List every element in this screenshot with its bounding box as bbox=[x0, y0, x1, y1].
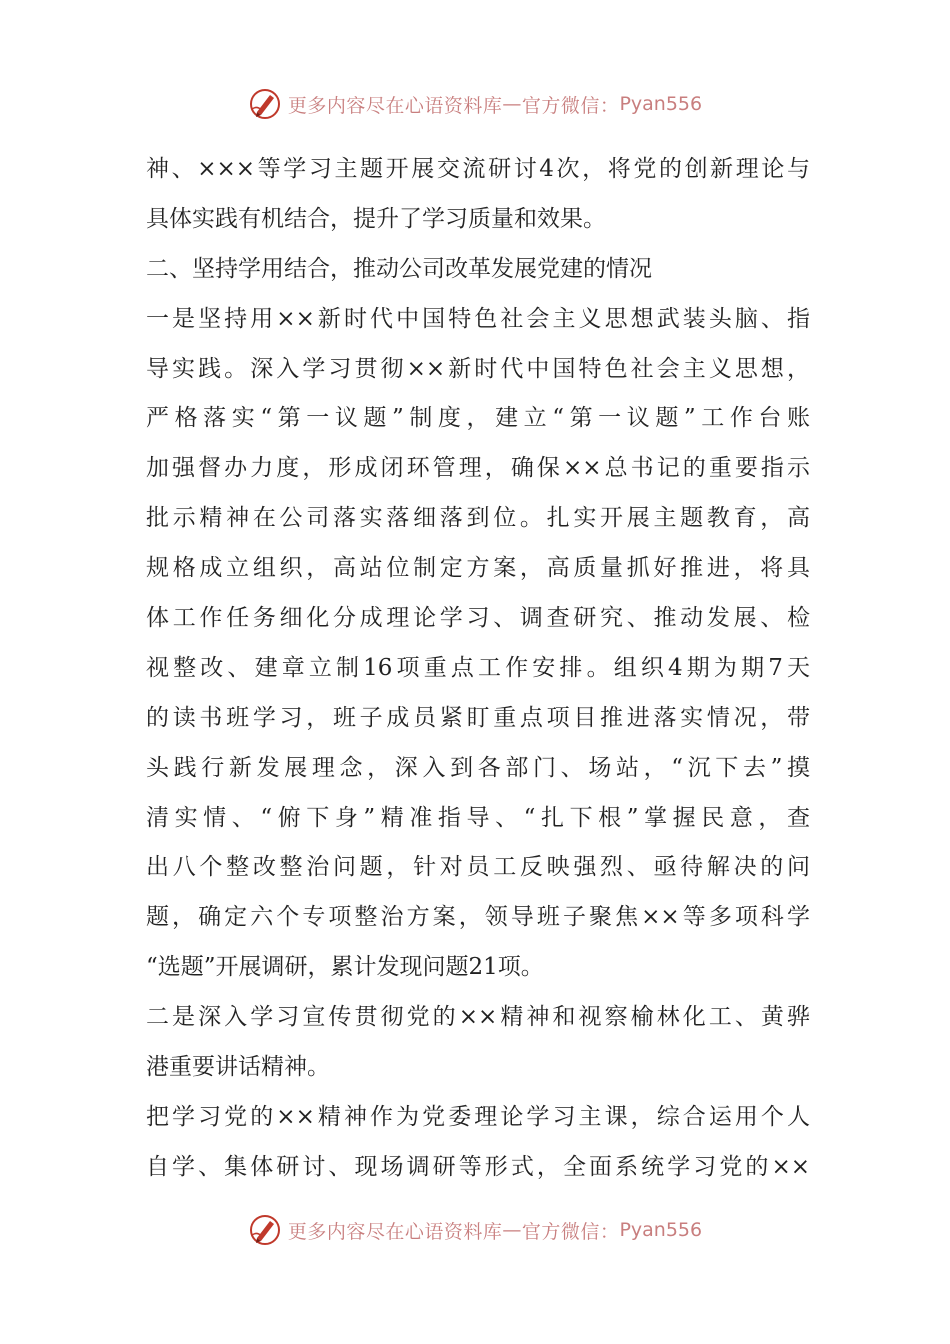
text-line: 规格成立组织，高站位制定方案，高质量抓好推进，将具 bbox=[146, 555, 810, 582]
text-line: 视整改、建章立制16项重点工作安排。组织4期为期7天 bbox=[146, 654, 810, 681]
text-line: 一是坚持用××新时代中国特色社会主义思想武装头脑、指 bbox=[146, 305, 810, 332]
header-banner bbox=[0, 84, 950, 124]
document-body bbox=[146, 145, 810, 1193]
text-line: 神、×××等学习主题开展交流研讨4次，将党的创新理论与 bbox=[146, 156, 810, 182]
text-line: 二、坚持学用结合，推动公司改革发展党建的情况 bbox=[146, 255, 652, 282]
text-line: 严格落实“第一议题”制度，建立“第一议题”工作台账 bbox=[146, 405, 810, 432]
banner-separator: — bbox=[502, 93, 522, 115]
pen-logo-icon bbox=[248, 1213, 282, 1247]
text-line: 把学习党的××精神作为党委理论学习主课，综合运用个人 bbox=[146, 1103, 810, 1130]
text-line: 具体实践有机结合，提升了学习质量和效果。 bbox=[146, 205, 606, 232]
text-line: 题，确定六个专项整治方案，领导班子聚焦××等多项科学 bbox=[146, 904, 810, 931]
banner-text: 更多内容尽在心语资料库 bbox=[287, 94, 503, 117]
text-line: 港重要讲话精神。 bbox=[146, 1054, 330, 1081]
footer-banner bbox=[0, 1210, 950, 1250]
pen-logo-icon bbox=[248, 87, 282, 121]
text-line: 自学、集体研讨、现场调研等形式，全面系统学习党的×× bbox=[146, 1153, 810, 1180]
text-line: 导实践。深入学习贯彻××新时代中国特色社会主义思想， bbox=[146, 355, 810, 382]
banner-contact-label: 官方微信： bbox=[521, 94, 620, 117]
text-line: 头践行新发展理念，深入到各部门、场站，“沉下去”摸 bbox=[146, 754, 810, 781]
text-line: 批示精神在公司落实落细落到位。扎实开展主题教育，高 bbox=[146, 505, 810, 532]
text-line: 清实情、“俯下身”精准指导、“扎下根”掌握民意，查 bbox=[146, 804, 810, 831]
banner-contact-id: Pyan556 bbox=[619, 1219, 703, 1241]
banner-contact-label: 官方微信： bbox=[521, 1220, 620, 1243]
banner-text: 更多内容尽在心语资料库 bbox=[287, 1220, 503, 1243]
text-line: 的读书班学习，班子成员紧盯重点项目推进落实情况，带 bbox=[146, 704, 810, 731]
text-line: “选题”开展调研，累计发现问题21项。 bbox=[146, 954, 544, 981]
text-line: 出八个整改整治问题，针对员工反映强烈、亟待解决的问 bbox=[146, 854, 810, 881]
banner-contact-id: Pyan556 bbox=[619, 93, 703, 115]
banner-separator: — bbox=[502, 1219, 522, 1241]
text-line: 加强督办力度，形成闭环管理，确保××总书记的重要指示 bbox=[146, 455, 810, 482]
text-line: 二是深入学习宣传贯彻党的××精神和视察榆林化工、黄骅 bbox=[146, 1004, 810, 1031]
text-line: 体工作任务细化分成理论学习、调查研究、推动发展、检 bbox=[146, 605, 810, 632]
